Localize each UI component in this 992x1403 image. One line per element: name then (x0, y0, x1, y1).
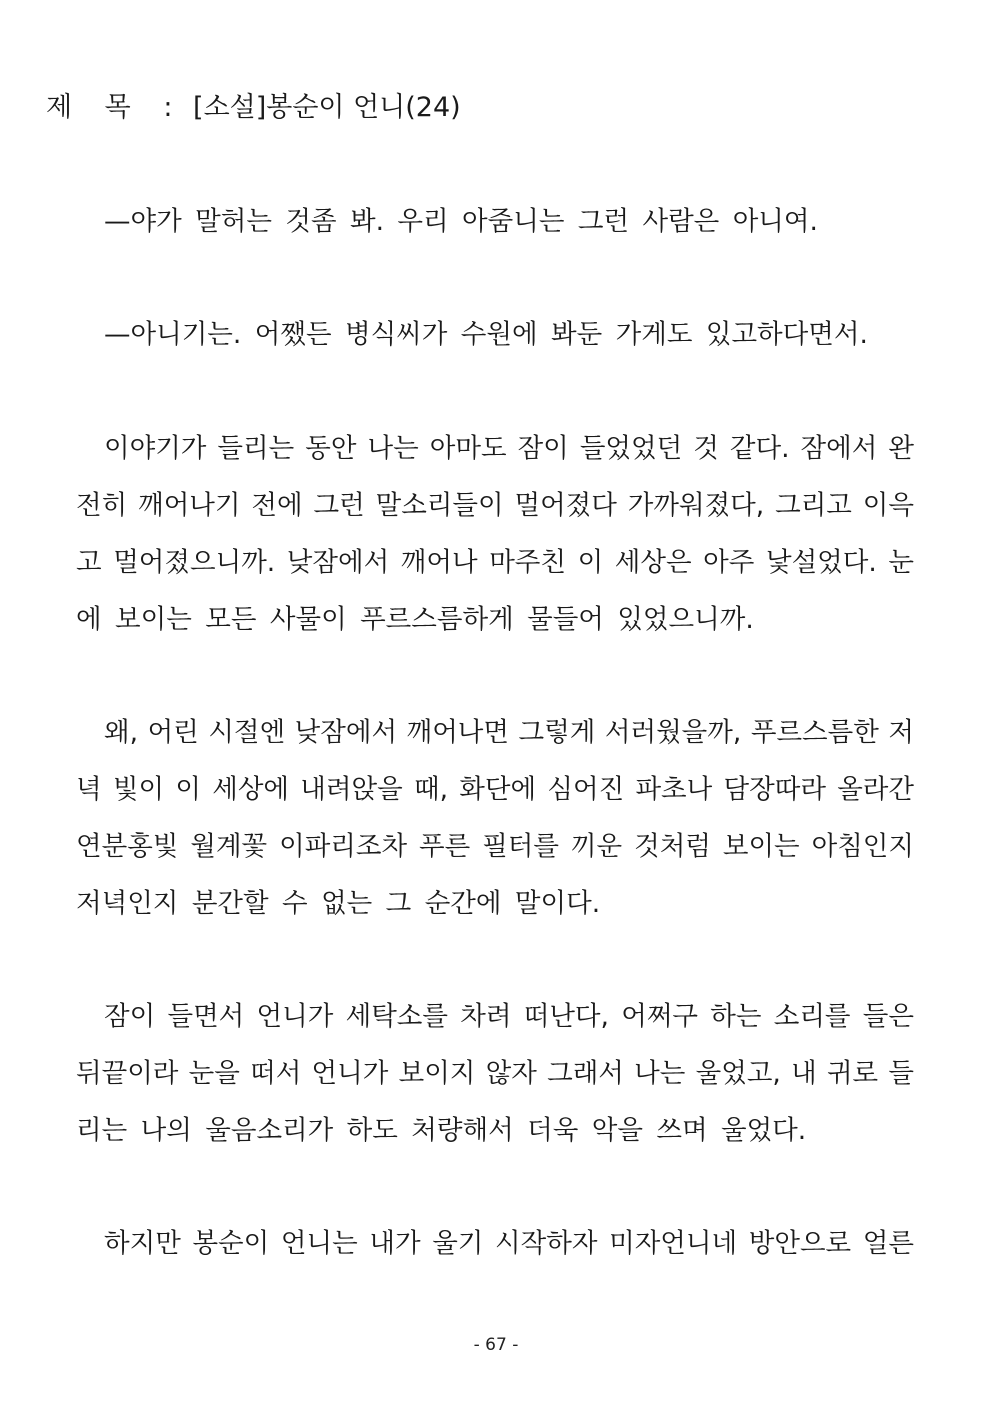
page-number: - 67 - (473, 1335, 519, 1355)
text-line: 하지만 봉순이 언니는 내가 울기 시작하자 미자언니네 방안으로 얼른 (104, 1228, 914, 1259)
text-line: 잠이 들면서 언니가 세탁소를 차려 떠난다, 어쩌구 하는 소리를 들은 (104, 1001, 914, 1032)
title-label: 제 목 : (46, 92, 185, 123)
text-line: 리는 나의 울음소리가 하도 처량해서 더욱 악을 쓰며 울었다. (76, 1115, 807, 1146)
text-line: 녁 빛이 이 세상에 내려앉을 때, 화단에 심어진 파초나 담장따라 올라간 (76, 774, 914, 805)
document-title (46, 86, 461, 130)
text-line: 왜, 어린 시절엔 낮잠에서 깨어나면 그렇게 서러웠을까, 푸르스름한 저 (104, 717, 914, 748)
text-line: 뒤끝이라 눈을 떠서 언니가 보이지 않자 그래서 나는 울었고, 내 귀로 들 (76, 1058, 914, 1089)
text-line: 이야기가 들리는 동안 나는 아마도 잠이 들었었던 것 같다. 잠에서 완 (104, 433, 914, 464)
text-line: 저녁인지 분간할 수 없는 그 순간에 말이다. (76, 888, 601, 919)
text-line: 연분홍빛 월계꽃 이파리조차 푸른 필터를 끼운 것처럼 보이는 아침인지 (76, 831, 914, 862)
title-text: [소설]봉순이 언니(24) (193, 92, 461, 123)
text-line: 전히 깨어나기 전에 그런 말소리들이 멀어졌다 가까워졌다, 그리고 이윽 (76, 490, 914, 521)
text-line: 고 멀어졌으니까. 낮잠에서 깨어나 마주친 이 세상은 아주 낯설었다. 눈 (76, 547, 914, 578)
text-line: 에 보이는 모든 사물이 푸르스름하게 물들어 있었으니까. (76, 604, 754, 635)
text-line: —아니기는. 어쨌든 병식씨가 수원에 봐둔 가게도 있고하다면서. (104, 319, 868, 350)
text-line: —야가 말허는 것좀 봐. 우리 아줌니는 그런 사람은 아니여. (104, 206, 818, 237)
